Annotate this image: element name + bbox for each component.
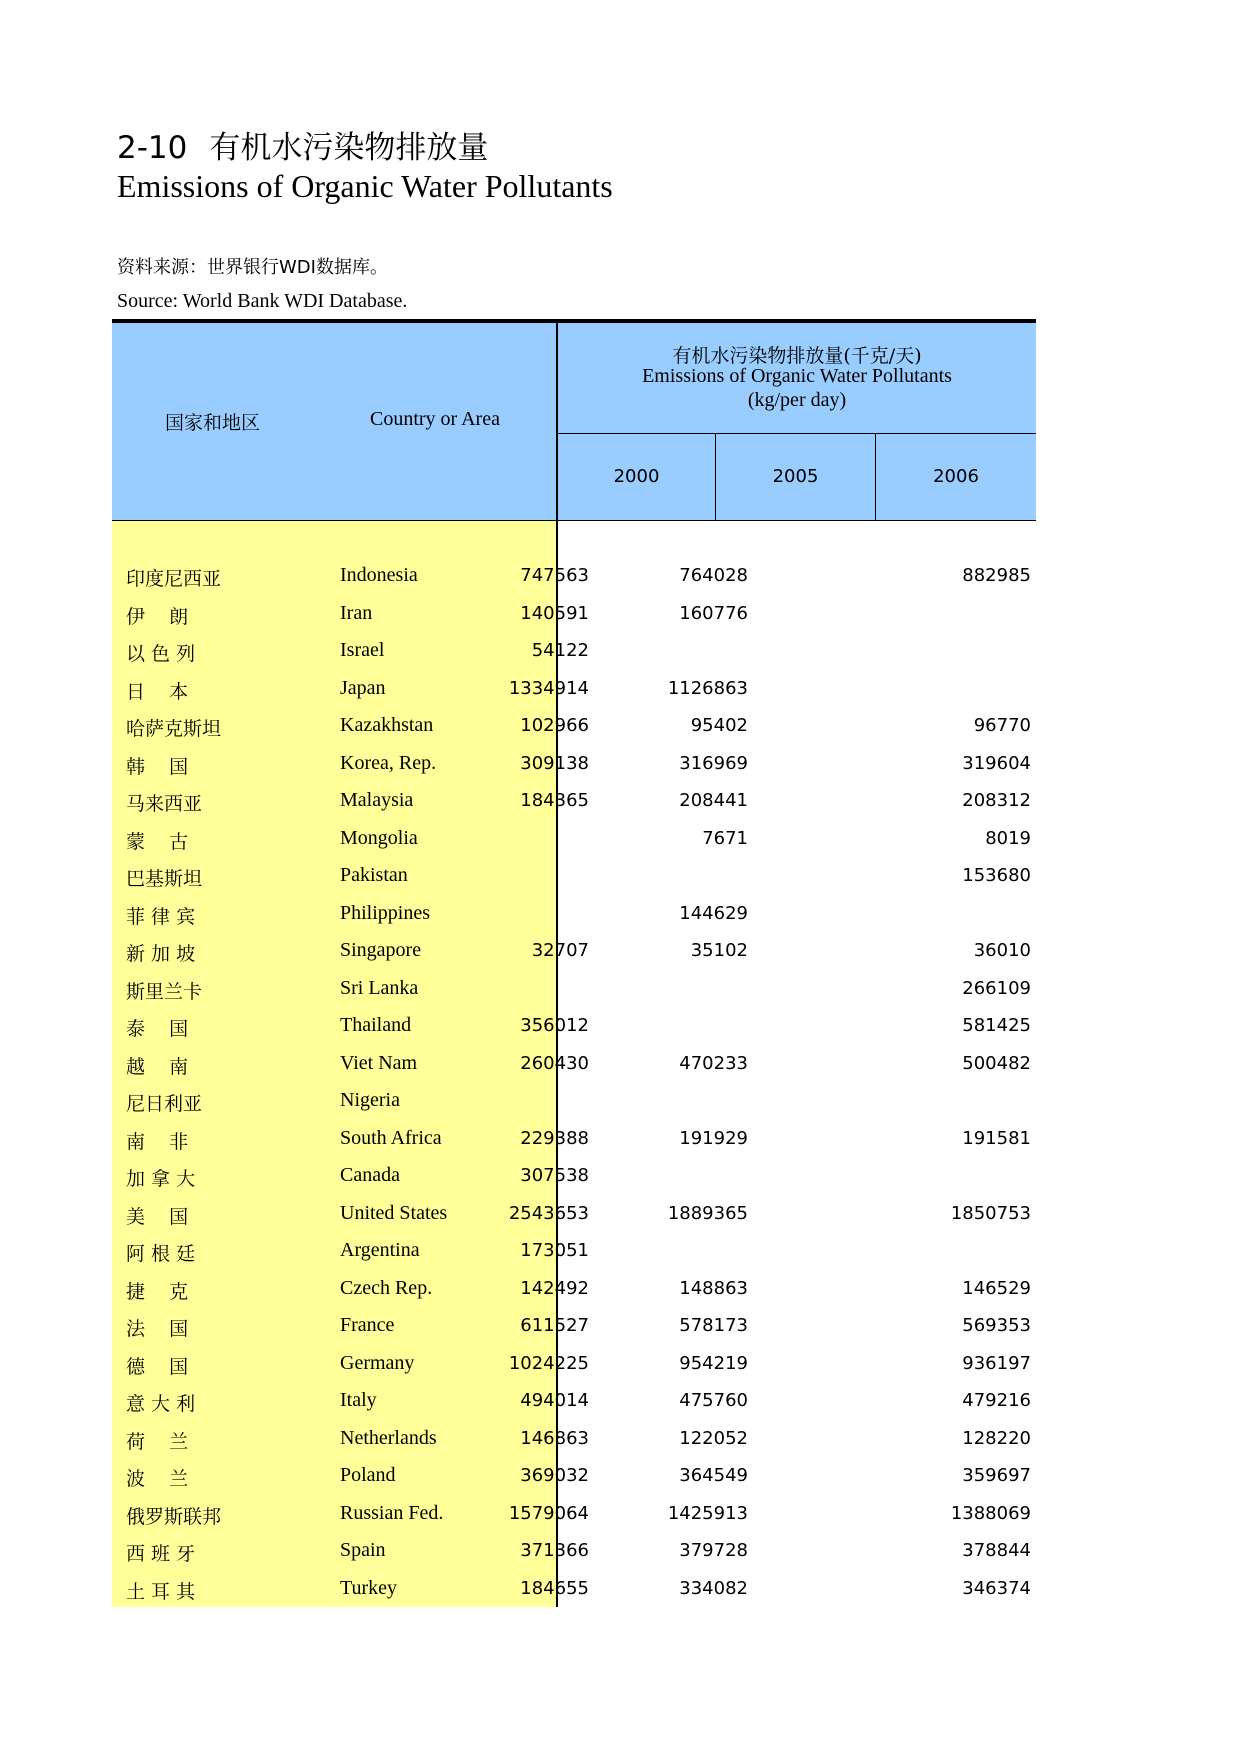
value-2005: 7671	[702, 827, 748, 849]
value-2006: 882985	[962, 565, 1031, 586]
page-title-cn	[117, 122, 488, 167]
country-name-cn: 以 色 列	[126, 643, 196, 665]
value-2006: 569353	[962, 1315, 1031, 1336]
value-2000: 173051	[520, 1240, 589, 1261]
value-2006: 146529	[962, 1277, 1031, 1299]
country-name-en: Malaysia	[340, 789, 414, 811]
country-name-en: Argentina	[340, 1239, 420, 1261]
value-2005: 316969	[679, 752, 748, 774]
country-name-en: South Africa	[340, 1126, 442, 1149]
title-cn-text: 有机水污染物排放量	[209, 130, 489, 166]
value-2000: 356012	[520, 1015, 589, 1036]
table-row	[112, 856, 1036, 894]
country-name-cn: 加 拿 大	[126, 1168, 196, 1190]
value-2005: 334082	[679, 1577, 748, 1599]
country-name-cn: 巴基斯坦	[126, 868, 203, 890]
table-number: 2-10	[117, 130, 188, 166]
table-row	[112, 1081, 1036, 1119]
country-name-cn: 阿 根 廷	[126, 1243, 196, 1265]
value-2005: 379728	[679, 1540, 748, 1561]
country-name-cn: 越 南	[126, 1055, 189, 1078]
value-2006: 346374	[962, 1577, 1031, 1599]
value-2000: 747563	[520, 565, 589, 586]
value-2000: 1334914	[508, 677, 589, 699]
value-2006: 1850753	[950, 1202, 1031, 1224]
value-2000: 54122	[531, 640, 589, 661]
table-row	[112, 1531, 1036, 1569]
value-2006: 208312	[962, 790, 1031, 811]
value-2005: 122052	[679, 1427, 748, 1449]
value-2005: 148863	[679, 1277, 748, 1299]
country-name-en: Russian Fed.	[340, 1501, 444, 1524]
country-name-en: Sri Lanka	[340, 976, 419, 999]
table-row	[112, 556, 1036, 594]
value-2005: 208441	[679, 790, 748, 811]
table-row	[112, 669, 1036, 707]
group-header-cn: 有机水污染物排放量(千克/天)	[672, 345, 922, 367]
year-label: 2006	[933, 466, 979, 487]
table-row	[112, 1119, 1036, 1157]
value-2000: 1579064	[508, 1502, 589, 1524]
country-name-cn: 法 国	[126, 1318, 189, 1340]
country-header-en: Country or Area	[370, 408, 500, 430]
value-2000: 1024225	[508, 1352, 589, 1374]
source-note-en: Source: World Bank WDI Database.	[117, 290, 408, 312]
value-2000: 32707	[531, 940, 589, 961]
country-name-cn: 德 国	[126, 1355, 189, 1378]
value-2005: 95402	[690, 715, 748, 736]
country-name-cn: 南 非	[126, 1130, 189, 1153]
country-name-en: France	[340, 1314, 395, 1336]
value-2000: 229388	[520, 1127, 589, 1149]
country-name-en: Thailand	[340, 1014, 412, 1036]
table-row	[112, 1569, 1036, 1607]
country-name-cn: 韩 国	[126, 755, 189, 778]
value-2005: 160776	[679, 602, 748, 624]
year-label: 2000	[613, 466, 660, 487]
country-name-cn: 捷 克	[126, 1280, 189, 1303]
value-2000: 309138	[520, 752, 589, 774]
value-2000: 140591	[520, 602, 589, 624]
country-name-en: Korea, Rep.	[340, 751, 437, 774]
country-name-cn: 马来西亚	[126, 793, 203, 815]
country-name-cn: 伊 朗	[126, 605, 189, 628]
table-body	[112, 556, 1036, 1606]
country-name-cn: 泰 国	[126, 1018, 189, 1040]
value-2000: 184655	[520, 1577, 589, 1599]
country-name-cn: 土 耳 其	[126, 1580, 196, 1603]
value-2000: 369032	[520, 1465, 589, 1486]
value-2000: 307538	[520, 1165, 589, 1186]
table-row	[112, 594, 1036, 632]
country-name-en: Singapore	[340, 939, 422, 961]
value-2005: 191929	[679, 1127, 748, 1149]
table-row	[112, 631, 1036, 669]
table-row	[112, 1456, 1036, 1494]
country-name-en: Poland	[340, 1464, 396, 1486]
table-row	[112, 1269, 1036, 1307]
table-row	[112, 1306, 1036, 1344]
value-2005: 470233	[679, 1052, 748, 1074]
country-name-en: Pakistan	[340, 864, 408, 886]
table-row	[112, 894, 1036, 932]
table-row	[112, 1231, 1036, 1269]
group-header-unit: (kg/per day)	[747, 389, 847, 411]
value-2005: 764028	[679, 565, 748, 586]
country-name-cn: 波 兰	[126, 1468, 189, 1490]
country-name-en: Canada	[340, 1164, 400, 1186]
value-2006: 36010	[973, 940, 1031, 961]
value-2005: 35102	[690, 940, 748, 961]
year-header-2006	[876, 434, 1036, 521]
country-name-cn: 菲 律 宾	[126, 905, 196, 928]
country-name-en: Indonesia	[340, 564, 418, 586]
country-name-cn: 蒙 古	[126, 830, 189, 853]
year-header-2000	[558, 434, 716, 521]
table-row	[112, 931, 1036, 969]
country-name-en: Nigeria	[340, 1089, 400, 1111]
table-row	[112, 819, 1036, 857]
value-2006: 1388069	[950, 1502, 1031, 1524]
value-2000: 611527	[520, 1315, 589, 1336]
value-2005: 1889365	[667, 1202, 748, 1224]
table-row	[112, 1344, 1036, 1382]
country-name-en: Germany	[340, 1351, 415, 1374]
year-label: 2005	[772, 466, 819, 487]
value-2005: 475760	[679, 1390, 748, 1411]
table-row	[112, 1381, 1036, 1419]
table-row	[112, 969, 1036, 1007]
group-header-en: Emissions of Organic Water Pollutants	[642, 365, 952, 387]
value-2006: 153680	[962, 865, 1031, 886]
table-row	[112, 1156, 1036, 1194]
value-2006: 378844	[962, 1540, 1031, 1561]
table-row	[112, 1419, 1036, 1457]
country-name-en: Viet Nam	[340, 1051, 418, 1074]
country-name-en: Spain	[340, 1539, 386, 1561]
table-row	[112, 1044, 1036, 1082]
country-name-cn: 哈萨克斯坦	[126, 718, 222, 740]
country-name-en: United States	[340, 1201, 448, 1224]
value-2006: 936197	[962, 1352, 1031, 1374]
value-2005: 954219	[679, 1352, 748, 1374]
table-row	[112, 744, 1036, 782]
value-2006: 8019	[985, 827, 1031, 849]
country-name-cn: 荷 兰	[126, 1430, 189, 1453]
value-2006: 191581	[962, 1127, 1031, 1149]
country-name-cn: 斯里兰卡	[126, 980, 203, 1003]
country-name-en: Israel	[340, 639, 385, 661]
value-2006: 479216	[962, 1390, 1031, 1411]
value-2006: 319604	[962, 752, 1031, 774]
country-name-en: Mongolia	[340, 826, 418, 849]
value-2000: 494014	[520, 1390, 589, 1411]
country-name-en: Japan	[340, 676, 386, 699]
value-2006: 581425	[962, 1015, 1031, 1036]
country-name-en: Czech Rep.	[340, 1276, 433, 1299]
value-2000: 2543653	[508, 1202, 589, 1224]
value-2005: 1425913	[667, 1502, 748, 1524]
value-2005: 144629	[679, 902, 748, 924]
year-header-2005	[716, 434, 876, 521]
value-2000: 184365	[520, 790, 589, 811]
country-name-en: Italy	[340, 1389, 377, 1411]
value-2000: 102966	[520, 715, 589, 736]
value-2006: 96770	[973, 715, 1031, 736]
table-row	[112, 706, 1036, 744]
country-name-cn: 美 国	[126, 1205, 189, 1228]
value-2005: 578173	[679, 1315, 748, 1336]
value-2000: 146863	[520, 1427, 589, 1449]
value-2006: 359697	[962, 1465, 1031, 1486]
country-name-cn: 尼日利亚	[126, 1093, 203, 1115]
value-2006: 128220	[962, 1427, 1031, 1449]
value-2006: 500482	[962, 1052, 1031, 1074]
country-name-en: Turkey	[340, 1576, 398, 1599]
source-note-cn: 资料来源：世界银行WDI数据库。	[117, 257, 388, 278]
value-2005: 1126863	[667, 677, 748, 699]
country-header-cn: 国家和地区	[165, 412, 261, 434]
country-name-cn: 印度尼西亚	[126, 568, 222, 590]
page-title-en: Emissions of Organic Water Pollutants	[117, 168, 613, 204]
table-row	[112, 781, 1036, 819]
table-row	[112, 1194, 1036, 1232]
country-name-en: Philippines	[340, 901, 431, 924]
country-name-cn: 西 班 牙	[126, 1543, 196, 1565]
table-row	[112, 1494, 1036, 1532]
country-name-cn: 日 本	[126, 680, 189, 703]
country-name-en: Iran	[340, 601, 373, 624]
value-2006: 266109	[962, 977, 1031, 999]
value-2005: 364549	[679, 1465, 748, 1486]
country-name-en: Netherlands	[340, 1426, 437, 1449]
country-name-cn: 意 大 利	[126, 1393, 196, 1415]
country-name-en: Kazakhstan	[340, 714, 434, 736]
value-2000: 142492	[520, 1277, 589, 1299]
value-2000: 260430	[520, 1052, 589, 1074]
country-name-cn: 俄罗斯联邦	[126, 1505, 222, 1528]
table-row	[112, 1006, 1036, 1044]
country-name-cn: 新 加 坡	[126, 943, 196, 965]
value-2000: 371366	[520, 1540, 589, 1561]
